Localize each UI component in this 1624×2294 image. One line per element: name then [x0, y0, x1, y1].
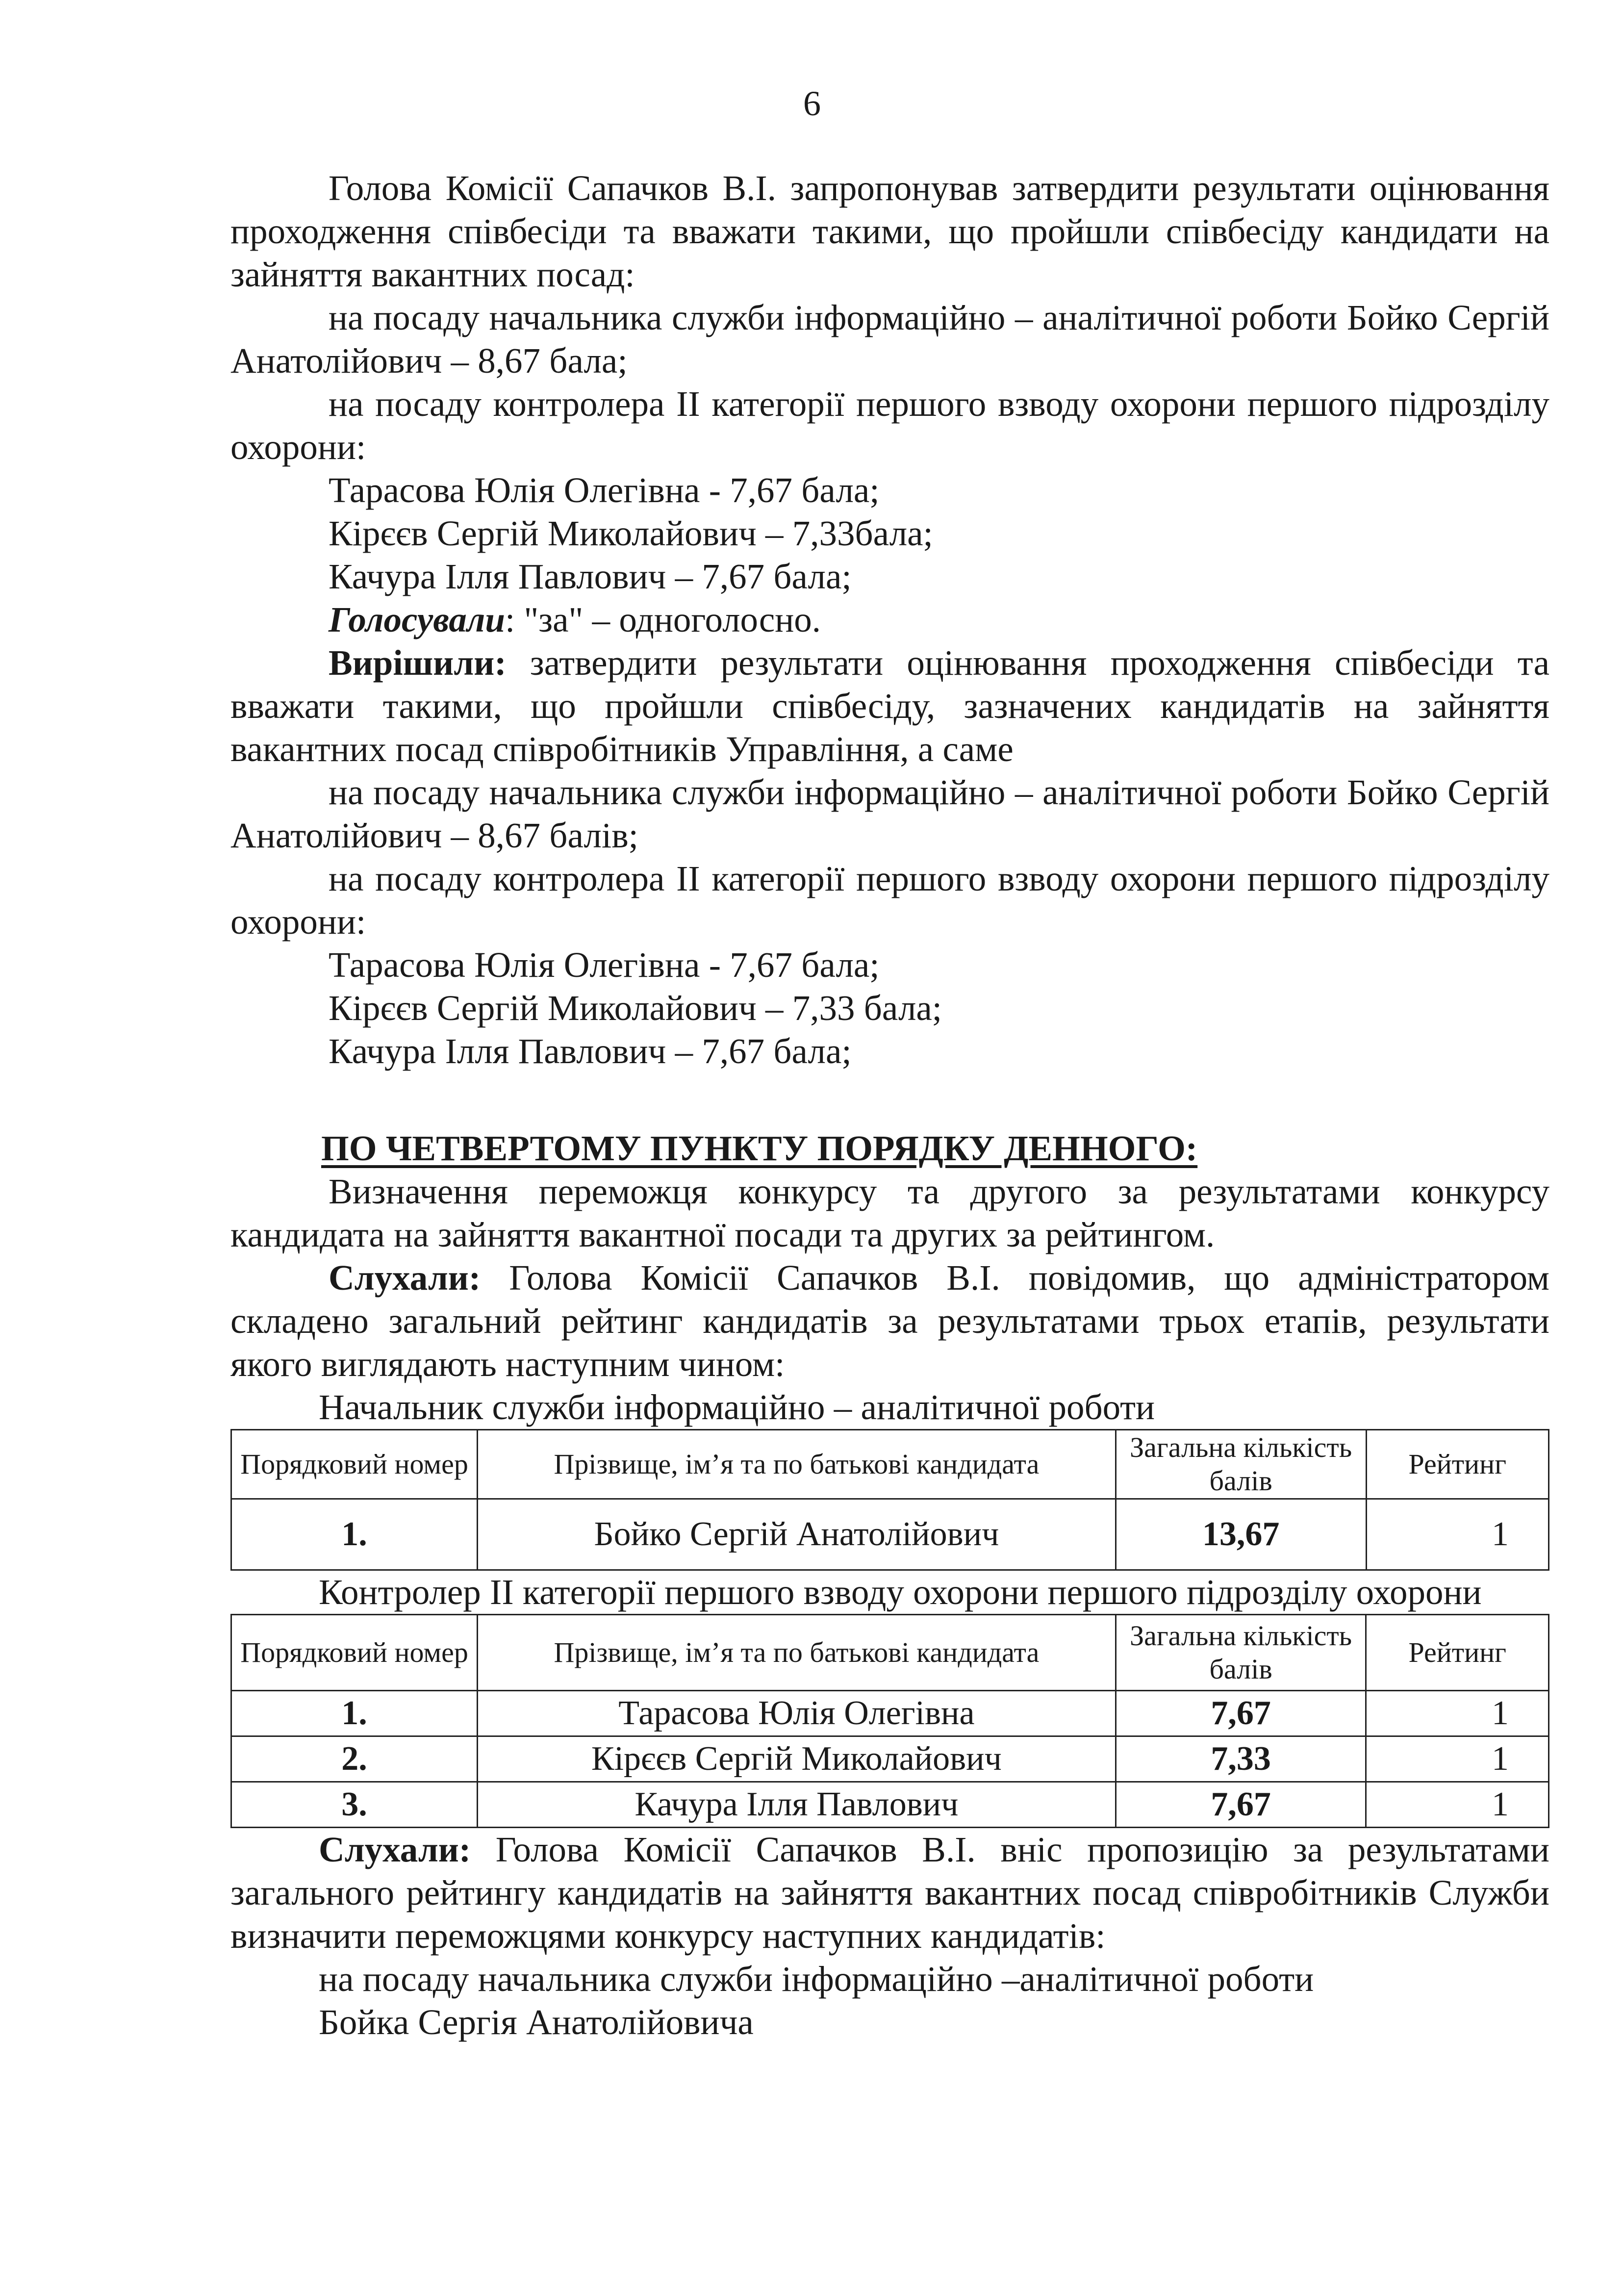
column-header: Рейтинг: [1366, 1615, 1549, 1691]
heard-text: Голова Комісії Сапачков В.І. вніс пропозицію за результатами загального рейтингу кандидатів на зайняття вакантних посад співробітників Служби визначити переможцями конкурсу наступних кандидатів:: [230, 1830, 1549, 1956]
candidate-line: Кірєєв Сергій Миколайович – 7,33 бала;: [329, 988, 942, 1028]
total-score: 7,67: [1116, 1782, 1366, 1828]
page-number: 6: [803, 84, 821, 123]
candidate-line: Кірєєв Сергій Миколайович – 7,33бала;: [329, 513, 933, 553]
rating: 1: [1366, 1736, 1549, 1782]
candidate-line: Качура Ілля Павлович – 7,67 бала;: [329, 557, 852, 596]
decision-paragraph: [230, 641, 1549, 771]
section-subject: Визначення переможця конкурсу та другого за результатами конкурсу кандидата на зайняття вакантної посади та других за рейтингом.: [230, 1172, 1549, 1254]
total-score: 7,33: [1116, 1736, 1366, 1782]
vote-label: Голосували: [329, 600, 505, 639]
decision-text: затвердити результати оцінювання проходження співбесіди та вважати такими, що пройшли співбесіду, зазначених кандидатів на зайняття вакантних посад співробітників Управління, а саме: [230, 643, 1549, 769]
table-row: [231, 1736, 1549, 1782]
column-header: Порядковий номер: [231, 1615, 478, 1691]
column-header: Загальна кількість балів: [1116, 1615, 1366, 1691]
candidate-line: Тарасова Юлія Олегівна - 7,67 бала;: [329, 470, 880, 510]
heard-label: Слухали:: [319, 1830, 471, 1869]
intro-paragraph: Голова Комісії Сапачков В.І. запропонував затвердити результати оцінювання проходження співбесіди та вважати такими, що пройшли співбесіду кандидати на зайняття вакантних посад:: [230, 168, 1549, 294]
column-header: Прізвище, ім’я та по батькові кандидата: [478, 1615, 1116, 1691]
table-row: [231, 1782, 1549, 1828]
column-header: Прізвище, ім’я та по батькові кандидата: [478, 1430, 1116, 1499]
row-number: 3.: [231, 1782, 478, 1828]
candidate-line: Тарасова Юлія Олегівна - 7,67 бала;: [329, 945, 880, 985]
position-guard-paragraph: на посаду контролера ІІ категорії першого взводу охорони першого підрозділу охорони:: [230, 384, 1549, 467]
final-candidate-line: Бойка Сергія Анатолійовича: [319, 2002, 754, 2042]
row-number: 2.: [231, 1736, 478, 1782]
column-header: Рейтинг: [1366, 1430, 1549, 1499]
candidate-name: Кірєєв Сергій Миколайович: [478, 1736, 1116, 1782]
rating-table-guard-controller: [230, 1614, 1549, 1828]
section-heading: ПО ЧЕТВЕРТОМУ ПУНКТУ ПОРЯДКУ ДЕННОГО:: [321, 1128, 1198, 1168]
rating: 1: [1366, 1499, 1549, 1570]
heard-paragraph: [230, 1828, 1549, 1958]
table-header-row: [231, 1615, 1549, 1691]
total-score: 7,67: [1116, 1691, 1366, 1736]
candidate-name: Тарасова Юлія Олегівна: [478, 1691, 1116, 1736]
rating-table-head-of-service: [230, 1429, 1549, 1571]
position-head-paragraph: на посаду начальника служби інформаційно – аналітичної роботи Бойко Сергій Анатолійович – 8,67 бала;: [230, 298, 1549, 381]
table-row: [231, 1499, 1549, 1570]
row-number: 1.: [231, 1499, 478, 1570]
position-guard-paragraph: на посаду контролера ІІ категорії першого взводу охорони першого підрозділу охорони:: [230, 859, 1549, 942]
final-position-line: на посаду начальника служби інформаційно –аналітичної роботи: [319, 1959, 1314, 1999]
row-number: 1.: [231, 1691, 478, 1736]
total-score: 13,67: [1116, 1499, 1366, 1570]
rating: 1: [1366, 1691, 1549, 1736]
vote-line: [230, 598, 1549, 641]
rating: 1: [1366, 1782, 1549, 1828]
document-body: [230, 167, 1549, 2044]
table-row: [231, 1691, 1549, 1736]
column-header: Порядковий номер: [231, 1430, 478, 1499]
heard-text: Голова Комісії Сапачков В.І. повідомив, що адміністратором складено загальний рейтинг кандидатів за результатами трьох етапів, результати якого виглядають наступним чином:: [230, 1258, 1549, 1384]
heard-paragraph: [230, 1256, 1549, 1386]
candidate-name: Бойко Сергій Анатолійович: [478, 1499, 1116, 1570]
heard-label: Слухали:: [329, 1258, 481, 1298]
column-header: Загальна кількість балів: [1116, 1430, 1366, 1499]
candidate-name: Качура Ілля Павлович: [478, 1782, 1116, 1828]
decision-label: Вирішили:: [329, 643, 507, 683]
vote-text: : "за" – одноголосно.: [505, 600, 821, 639]
candidate-line: Качура Ілля Павлович – 7,67 бала;: [329, 1031, 852, 1071]
table-header-row: [231, 1430, 1549, 1499]
position-head-paragraph: на посаду начальника служби інформаційно – аналітичної роботи Бойко Сергій Анатолійович – 8,67 балів;: [230, 772, 1549, 855]
table-caption: Контролер ІІ категорії першого взводу охорони першого підрозділу охорони: [319, 1572, 1482, 1612]
table-caption: Начальник служби інформаційно – аналітичної роботи: [319, 1387, 1155, 1427]
